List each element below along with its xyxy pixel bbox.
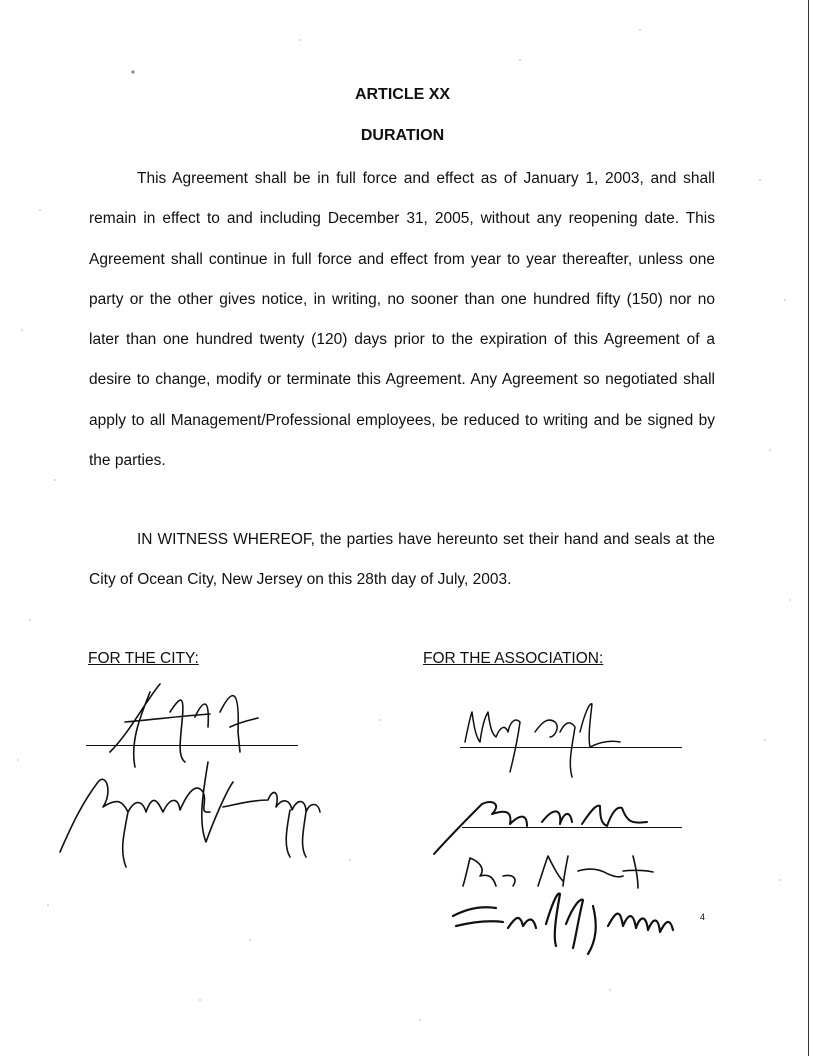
witness-paragraph-text: IN WITNESS WHEREOF, the parties have hereunto set their hand and seals at the City of Ocean City, New Jersey on this 28th day of July, 2003. [89,531,715,589]
duration-paragraph [89,159,715,481]
witness-paragraph [89,520,715,601]
duration-paragraph-text: This Agreement shall be in full force and effect as of January 1, 2003, and shall remain in effect to and including December 31, 2005, without any reopening date. This Agreement shall continue in full force and effect from year to year thereafter, unless one party or the other gives notice, in writing, no sooner than one hundred fifty (150) nor no later than one hundred twenty (120) days prior to the expiration of this Agreement of a desire to change, modify or terminate this Agreement. Any Agreement so negotiated shall apply to all Management/Professional employees, be reduced to writing and be signed by the parties. [89,170,715,470]
city-signature-2 [58,752,348,872]
association-signature-label: FOR THE ASSOCIATION: [423,650,604,667]
page-number: 4 [700,912,706,922]
article-title: ARTICLE XX [354,86,451,103]
article-subtitle: DURATION [360,127,445,144]
scan-edge-line [808,0,809,1056]
city-signature-label: FOR THE CITY: [88,650,199,667]
association-signature-4 [448,886,698,956]
association-signature-1 [460,692,630,782]
